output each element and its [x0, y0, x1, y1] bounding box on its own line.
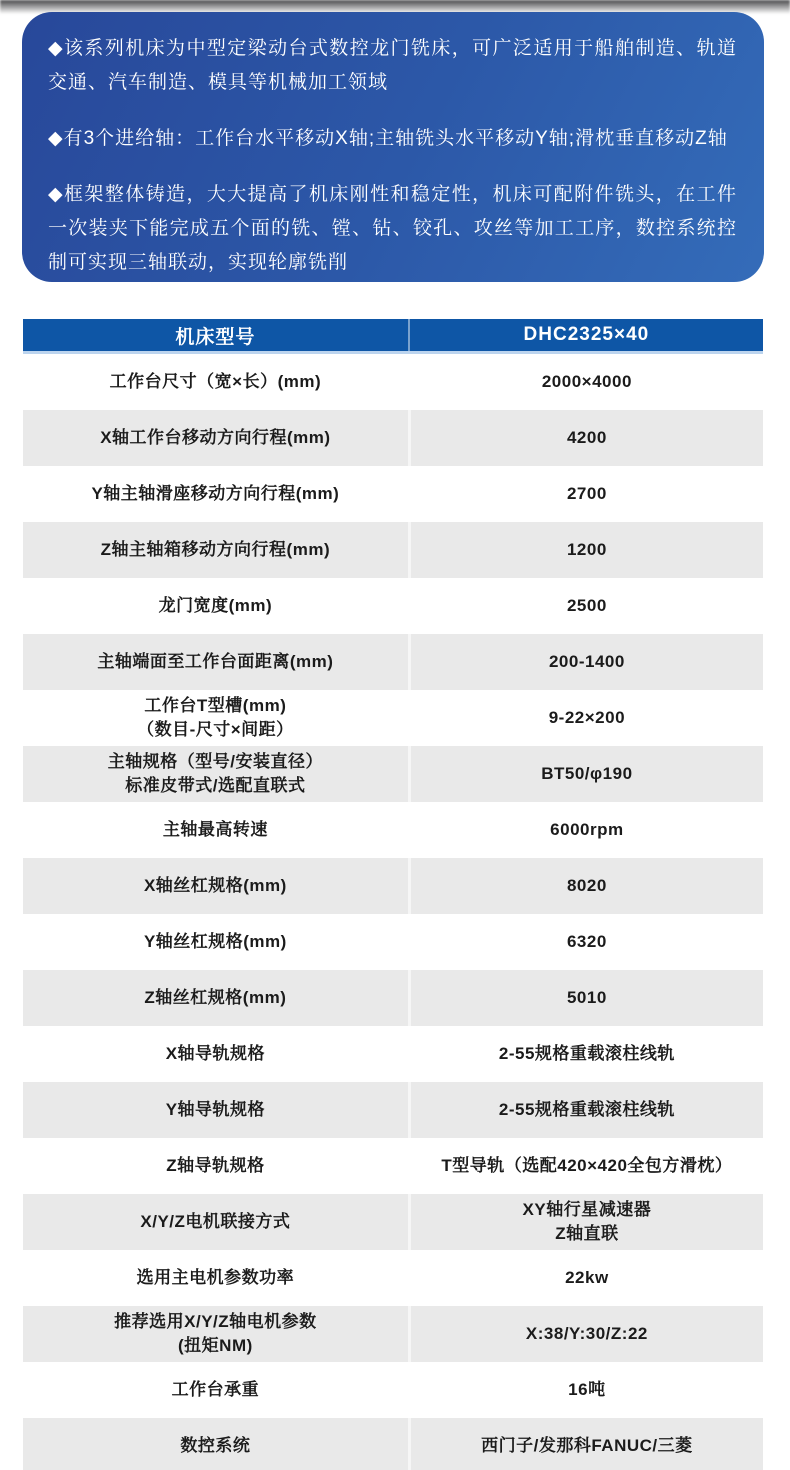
row-value-line: 2000×4000 — [541, 372, 632, 391]
row-value — [408, 410, 763, 466]
row-label — [23, 578, 408, 634]
row-value — [408, 746, 763, 802]
row-value — [408, 858, 763, 914]
row-label-line: X轴导轨规格 — [165, 1044, 266, 1063]
row-value-line: 200-1400 — [548, 652, 625, 671]
row-label — [23, 802, 408, 858]
table-row — [23, 1138, 763, 1194]
row-label-line: Y轴丝杠规格(mm) — [143, 932, 287, 951]
row-value — [408, 690, 763, 746]
row-value — [408, 1418, 763, 1470]
row-label — [23, 410, 408, 466]
row-label — [23, 1026, 408, 1082]
table-row — [23, 1250, 763, 1306]
row-label — [23, 746, 408, 802]
table-row — [23, 522, 763, 578]
intro-bullet-2: ◆有3个进给轴：工作台水平移动X轴;主轴铣头水平移动Y轴;滑枕垂直移动Z轴 — [48, 128, 728, 149]
row-value — [408, 1194, 763, 1250]
row-value-line: 9-22×200 — [548, 708, 626, 727]
row-label — [23, 466, 408, 522]
row-value-line: 2700 — [566, 484, 607, 503]
row-label-line: 主轴端面至工作台面距离(mm) — [97, 652, 334, 671]
table-row — [23, 802, 763, 858]
row-label-line: X/Y/Z电机联接方式 — [140, 1212, 291, 1231]
row-value-line: 4200 — [566, 428, 607, 447]
table-row — [23, 410, 763, 466]
row-label — [23, 1250, 408, 1306]
intro-bullet-1: ◆该系列机床为中型定梁动台式数控龙门铣床，可广泛适用于船舶制造、轨道交通、汽车制造、模具等机械加工领域 — [48, 38, 737, 93]
table-row — [23, 578, 763, 634]
row-label — [23, 690, 408, 746]
row-label-line: 龙门宽度(mm) — [158, 596, 273, 615]
row-label-line: 主轴最高转速 — [162, 820, 268, 839]
row-label — [23, 1362, 408, 1418]
row-label — [23, 970, 408, 1026]
row-label-line: （数目-尺寸×间距） — [137, 720, 294, 739]
intro-card — [22, 12, 764, 282]
table-row — [23, 1306, 763, 1362]
row-value-line: BT50/φ190 — [541, 764, 633, 783]
row-value-line: Z轴直联 — [555, 1224, 619, 1243]
row-label — [23, 858, 408, 914]
row-value — [408, 1250, 763, 1306]
row-value — [408, 354, 763, 410]
row-value-line: 6320 — [566, 932, 607, 951]
row-label-line: (扭矩NM) — [178, 1336, 253, 1355]
row-label-line: 标准皮带式/选配直联式 — [125, 776, 306, 795]
row-value-line: 8020 — [566, 876, 607, 895]
table-row — [23, 1082, 763, 1138]
table-row — [23, 1026, 763, 1082]
table-row — [23, 970, 763, 1026]
table-row — [23, 690, 763, 746]
intro-bullet-3: ◆框架整体铸造，大大提高了机床刚性和稳定性，机床可配附件铣头，在工件一次装夹下能完成五个面的铣、镗、钻、铰孔、攻丝等加工工序，数控系统控制可实现三轴联动，实现轮廓铣削 — [48, 184, 737, 273]
row-label-line: 数控系统 — [180, 1436, 251, 1455]
table-row — [23, 914, 763, 970]
row-value — [408, 578, 763, 634]
row-value — [408, 1082, 763, 1138]
row-label-line: 工作台T型槽(mm) — [144, 696, 287, 715]
row-value — [408, 466, 763, 522]
row-label-line: Z轴导轨规格 — [166, 1156, 265, 1175]
row-value-line: 2500 — [566, 596, 607, 615]
row-value-line: 西门子/发那科FANUC/三菱 — [481, 1436, 693, 1455]
row-value — [408, 914, 763, 970]
row-value-line: 2-55规格重载滚柱线轨 — [498, 1044, 675, 1063]
table-row — [23, 466, 763, 522]
row-value — [408, 1138, 763, 1194]
table-row — [23, 1194, 763, 1250]
table-body — [23, 354, 763, 1470]
row-label-line: 主轴规格（型号/安装直径） — [107, 752, 324, 771]
row-value — [408, 802, 763, 858]
row-label — [23, 1194, 408, 1250]
row-label — [23, 354, 408, 410]
row-label — [23, 522, 408, 578]
row-value-line: 1200 — [566, 540, 607, 559]
row-value-line: 16吨 — [568, 1380, 606, 1399]
row-value-line: T型导轨（选配420×420全包方滑枕） — [441, 1156, 733, 1175]
row-value — [408, 1026, 763, 1082]
row-value — [408, 970, 763, 1026]
row-label-line: Z轴丝杠规格(mm) — [144, 988, 287, 1007]
row-value — [408, 522, 763, 578]
row-label-line: 工作台承重 — [171, 1380, 260, 1399]
row-value-line: 2-55规格重载滚柱线轨 — [498, 1100, 675, 1119]
table-row — [23, 634, 763, 690]
row-value — [408, 634, 763, 690]
row-label-line: Z轴主轴箱移动方向行程(mm) — [100, 540, 331, 559]
row-label-line: Y轴主轴滑座移动方向行程(mm) — [91, 484, 340, 503]
header-model-value: DHC2325×40 — [408, 319, 763, 351]
table-row — [23, 354, 763, 410]
row-label-line: 工作台尺寸（宽×长）(mm) — [109, 372, 322, 391]
row-value-line: 22kw — [565, 1268, 609, 1287]
row-label-line: 推荐选用X/Y/Z轴电机参数 — [114, 1312, 317, 1331]
row-value-line: 5010 — [566, 988, 607, 1007]
row-label — [23, 634, 408, 690]
row-label — [23, 1306, 408, 1362]
table-row — [23, 1418, 763, 1470]
row-value-line: X:38/Y:30/Z:22 — [525, 1324, 648, 1343]
row-label — [23, 1138, 408, 1194]
table-row — [23, 858, 763, 914]
row-value-line: 6000rpm — [550, 820, 624, 839]
row-label — [23, 1418, 408, 1470]
row-label — [23, 1082, 408, 1138]
row-label-line: X轴丝杠规格(mm) — [143, 876, 287, 895]
header-model-label: 机床型号 — [175, 326, 256, 348]
row-value-line: XY轴行星减速器 — [522, 1200, 652, 1219]
spec-table — [23, 319, 763, 1470]
table-row — [23, 1362, 763, 1418]
row-label-line: Y轴导轨规格 — [165, 1100, 266, 1119]
row-label-line: 选用主电机参数功率 — [136, 1268, 295, 1287]
row-value — [408, 1306, 763, 1362]
row-label-line: X轴工作台移动方向行程(mm) — [100, 428, 331, 447]
table-header-row — [23, 319, 763, 354]
row-label — [23, 914, 408, 970]
row-value — [408, 1362, 763, 1418]
table-row — [23, 746, 763, 802]
